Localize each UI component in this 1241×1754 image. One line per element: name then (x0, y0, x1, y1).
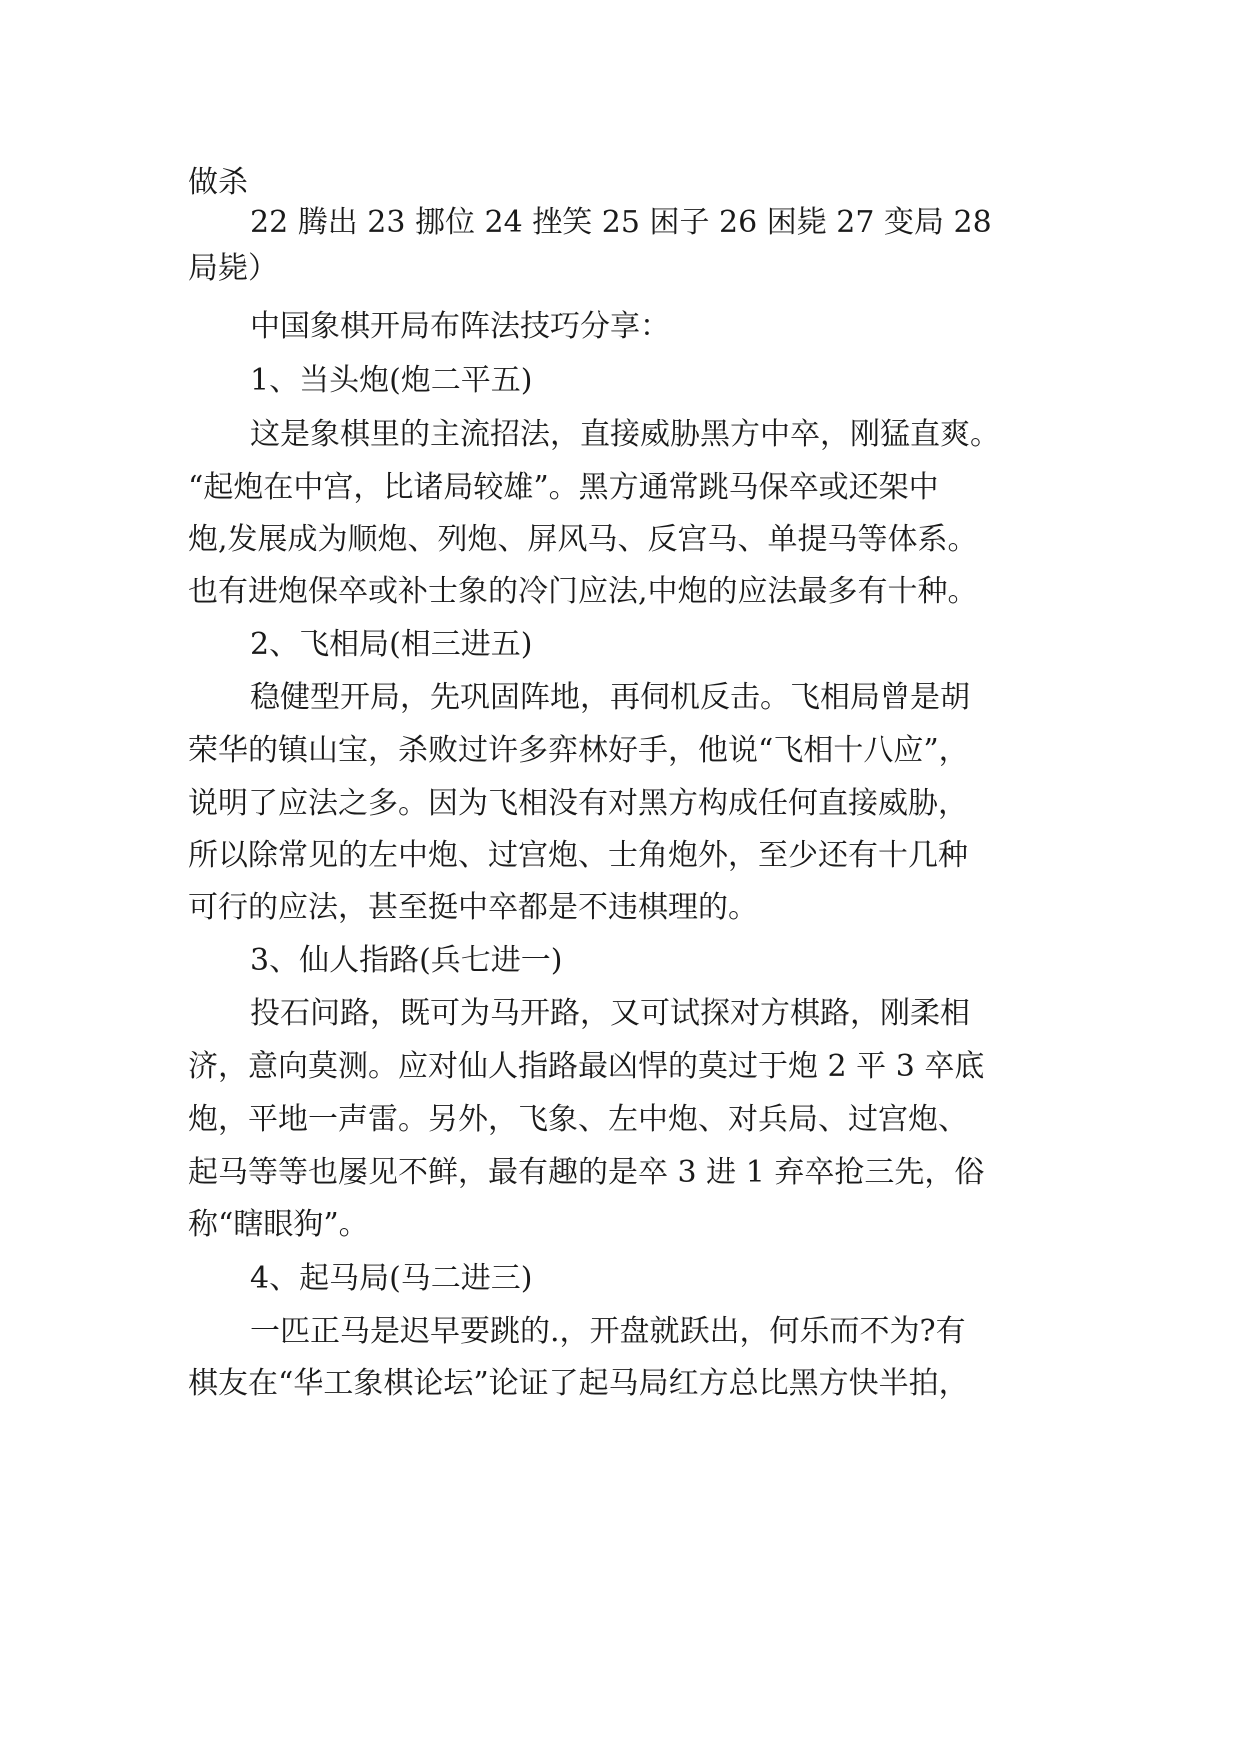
text-line: 说明了应法之多。因为飞相没有对黑方构成任何直接威胁， (188, 786, 968, 821)
text-line: 所以除常见的左中炮、过宫炮、士角炮外，至少还有十几种 (188, 838, 968, 873)
text-line: “起炮在中宫，比诸局较雄”。黑方通常跳马保卒或还架中 (188, 470, 939, 505)
text-line: 济，意向莫测。应对仙人指路最凶悍的莫过于炮 2 平 3 卒底 (188, 1049, 985, 1084)
text-line: 稳健型开局，先巩固阵地，再伺机反击。飞相局曾是胡 (250, 680, 970, 715)
text-line: 这是象棋里的主流招法，直接威胁黑方中卒，刚猛直爽。 (250, 417, 1000, 452)
item-heading-2: 2、飞相局(相三进五) (250, 627, 533, 662)
item-heading-1: 1、当头炮(炮二平五) (250, 363, 533, 398)
text-line: 棋友在“华工象棋论坛”论证了起马局红方总比黑方快半拍， (188, 1366, 969, 1401)
text-line: 一匹正马是迟早要跳的.，开盘就跃出，何乐而不为?有 (250, 1314, 966, 1349)
text-line: 也有进炮保卒或补士象的冷门应法,中炮的应法最多有十种。 (188, 574, 978, 609)
text-line: 做杀 (188, 165, 248, 200)
item-heading-3: 3、仙人指路(兵七进一) (250, 943, 563, 978)
text-line: 称“瞎眼狗”。 (188, 1207, 369, 1242)
text-line: 炮,发展成为顺炮、列炮、屏风马、反宫马、单提马等体系。 (188, 522, 978, 557)
item-heading-4: 4、起马局(马二进三) (250, 1261, 533, 1296)
section-heading: 中国象棋开局布阵法技巧分享： (250, 309, 670, 344)
text-line: 炮，平地一声雷。另外，飞象、左中炮、对兵局、过宫炮、 (188, 1102, 968, 1137)
text-line: 起马等等也屡见不鲜，最有趣的是卒 3 进 1 弃卒抢三先，俗 (188, 1155, 985, 1190)
text-line: 荣华的镇山宝，杀败过许多弈林好手，他说“飞相十八应”， (188, 733, 969, 768)
text-line: 可行的应法，甚至挺中卒都是不违棋理的。 (188, 890, 758, 925)
text-line: 投石问路，既可为马开路，又可试探对方棋路，刚柔相 (250, 996, 970, 1031)
text-line: 22 腾出 23 挪位 24 挫笑 25 困子 26 困毙 27 变局 28 (250, 205, 992, 240)
text-line: 局毙） (188, 251, 278, 286)
